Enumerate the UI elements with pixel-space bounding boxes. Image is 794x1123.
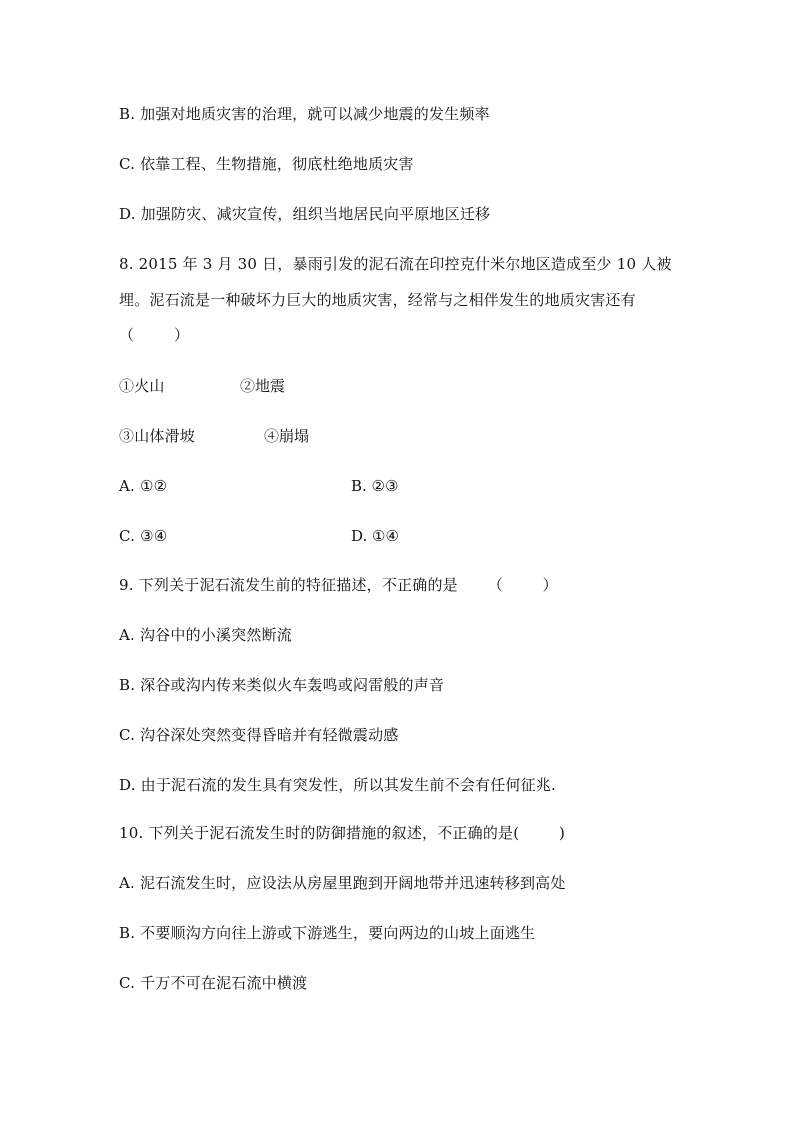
- q7-option-b: B. 加强对地质灾害的治理，就可以减少地震的发生频率: [119, 105, 490, 123]
- q9-option-c: C. 沟谷深处突然变得昏暗并有轻微震动感: [119, 726, 399, 744]
- q8-stem-line-1: 8. 2015 年 3 月 30 日，暴雨引发的泥石流在印控克什米尔地区造成至少 10 人被: [119, 255, 672, 273]
- q8-option-b: B. ②③: [351, 477, 399, 495]
- q9-option-d: D. 由于泥石流的发生具有突发性，所以其发生前不会有任何征兆.: [119, 776, 556, 794]
- q10-option-b: B. 不要顺沟方向往上游或下游逃生，要向两边的山坡上面逃生: [119, 924, 536, 942]
- q8-item-4: ④崩塌: [264, 427, 310, 445]
- q10-option-a: A. 泥石流发生时，应设法从房屋里跑到开阔地带并迅速转移到高处: [119, 874, 566, 892]
- q8-item-1: ①火山: [119, 377, 165, 395]
- q9-option-a: A. 沟谷中的小溪突然断流: [119, 626, 292, 644]
- q8-option-c: C. ③④: [119, 527, 168, 545]
- q7-option-d: D. 加强防灾、减灾宣传，组织当地居民向平原地区迁移: [119, 205, 491, 223]
- q7-option-c: C. 依靠工程、生物措施，彻底杜绝地质灾害: [119, 155, 414, 173]
- q10-stem: 10. 下列关于泥石流发生时的防御措施的叙述，不正确的是( ): [119, 824, 566, 842]
- q8-option-d: D. ①④: [351, 527, 399, 545]
- q8-item-3: ③山体滑坡: [119, 427, 196, 445]
- q8-option-a: A. ①②: [119, 477, 168, 495]
- q8-stem-line-2: 埋。泥石流是一种破坏力巨大的地质灾害，经常与之相伴发生的地质灾害还有: [119, 291, 636, 309]
- q9-stem: 9. 下列关于泥石流发生前的特征描述，不正确的是 （ ）: [119, 576, 558, 594]
- q8-item-2: ②地震: [240, 377, 286, 395]
- q9-option-b: B. 深谷或沟内传来类似火车轰鸣或闷雷般的声音: [119, 676, 445, 694]
- q8-answer-bracket: （ ）: [119, 326, 190, 344]
- q10-option-c: C. 千万不可在泥石流中横渡: [119, 974, 308, 992]
